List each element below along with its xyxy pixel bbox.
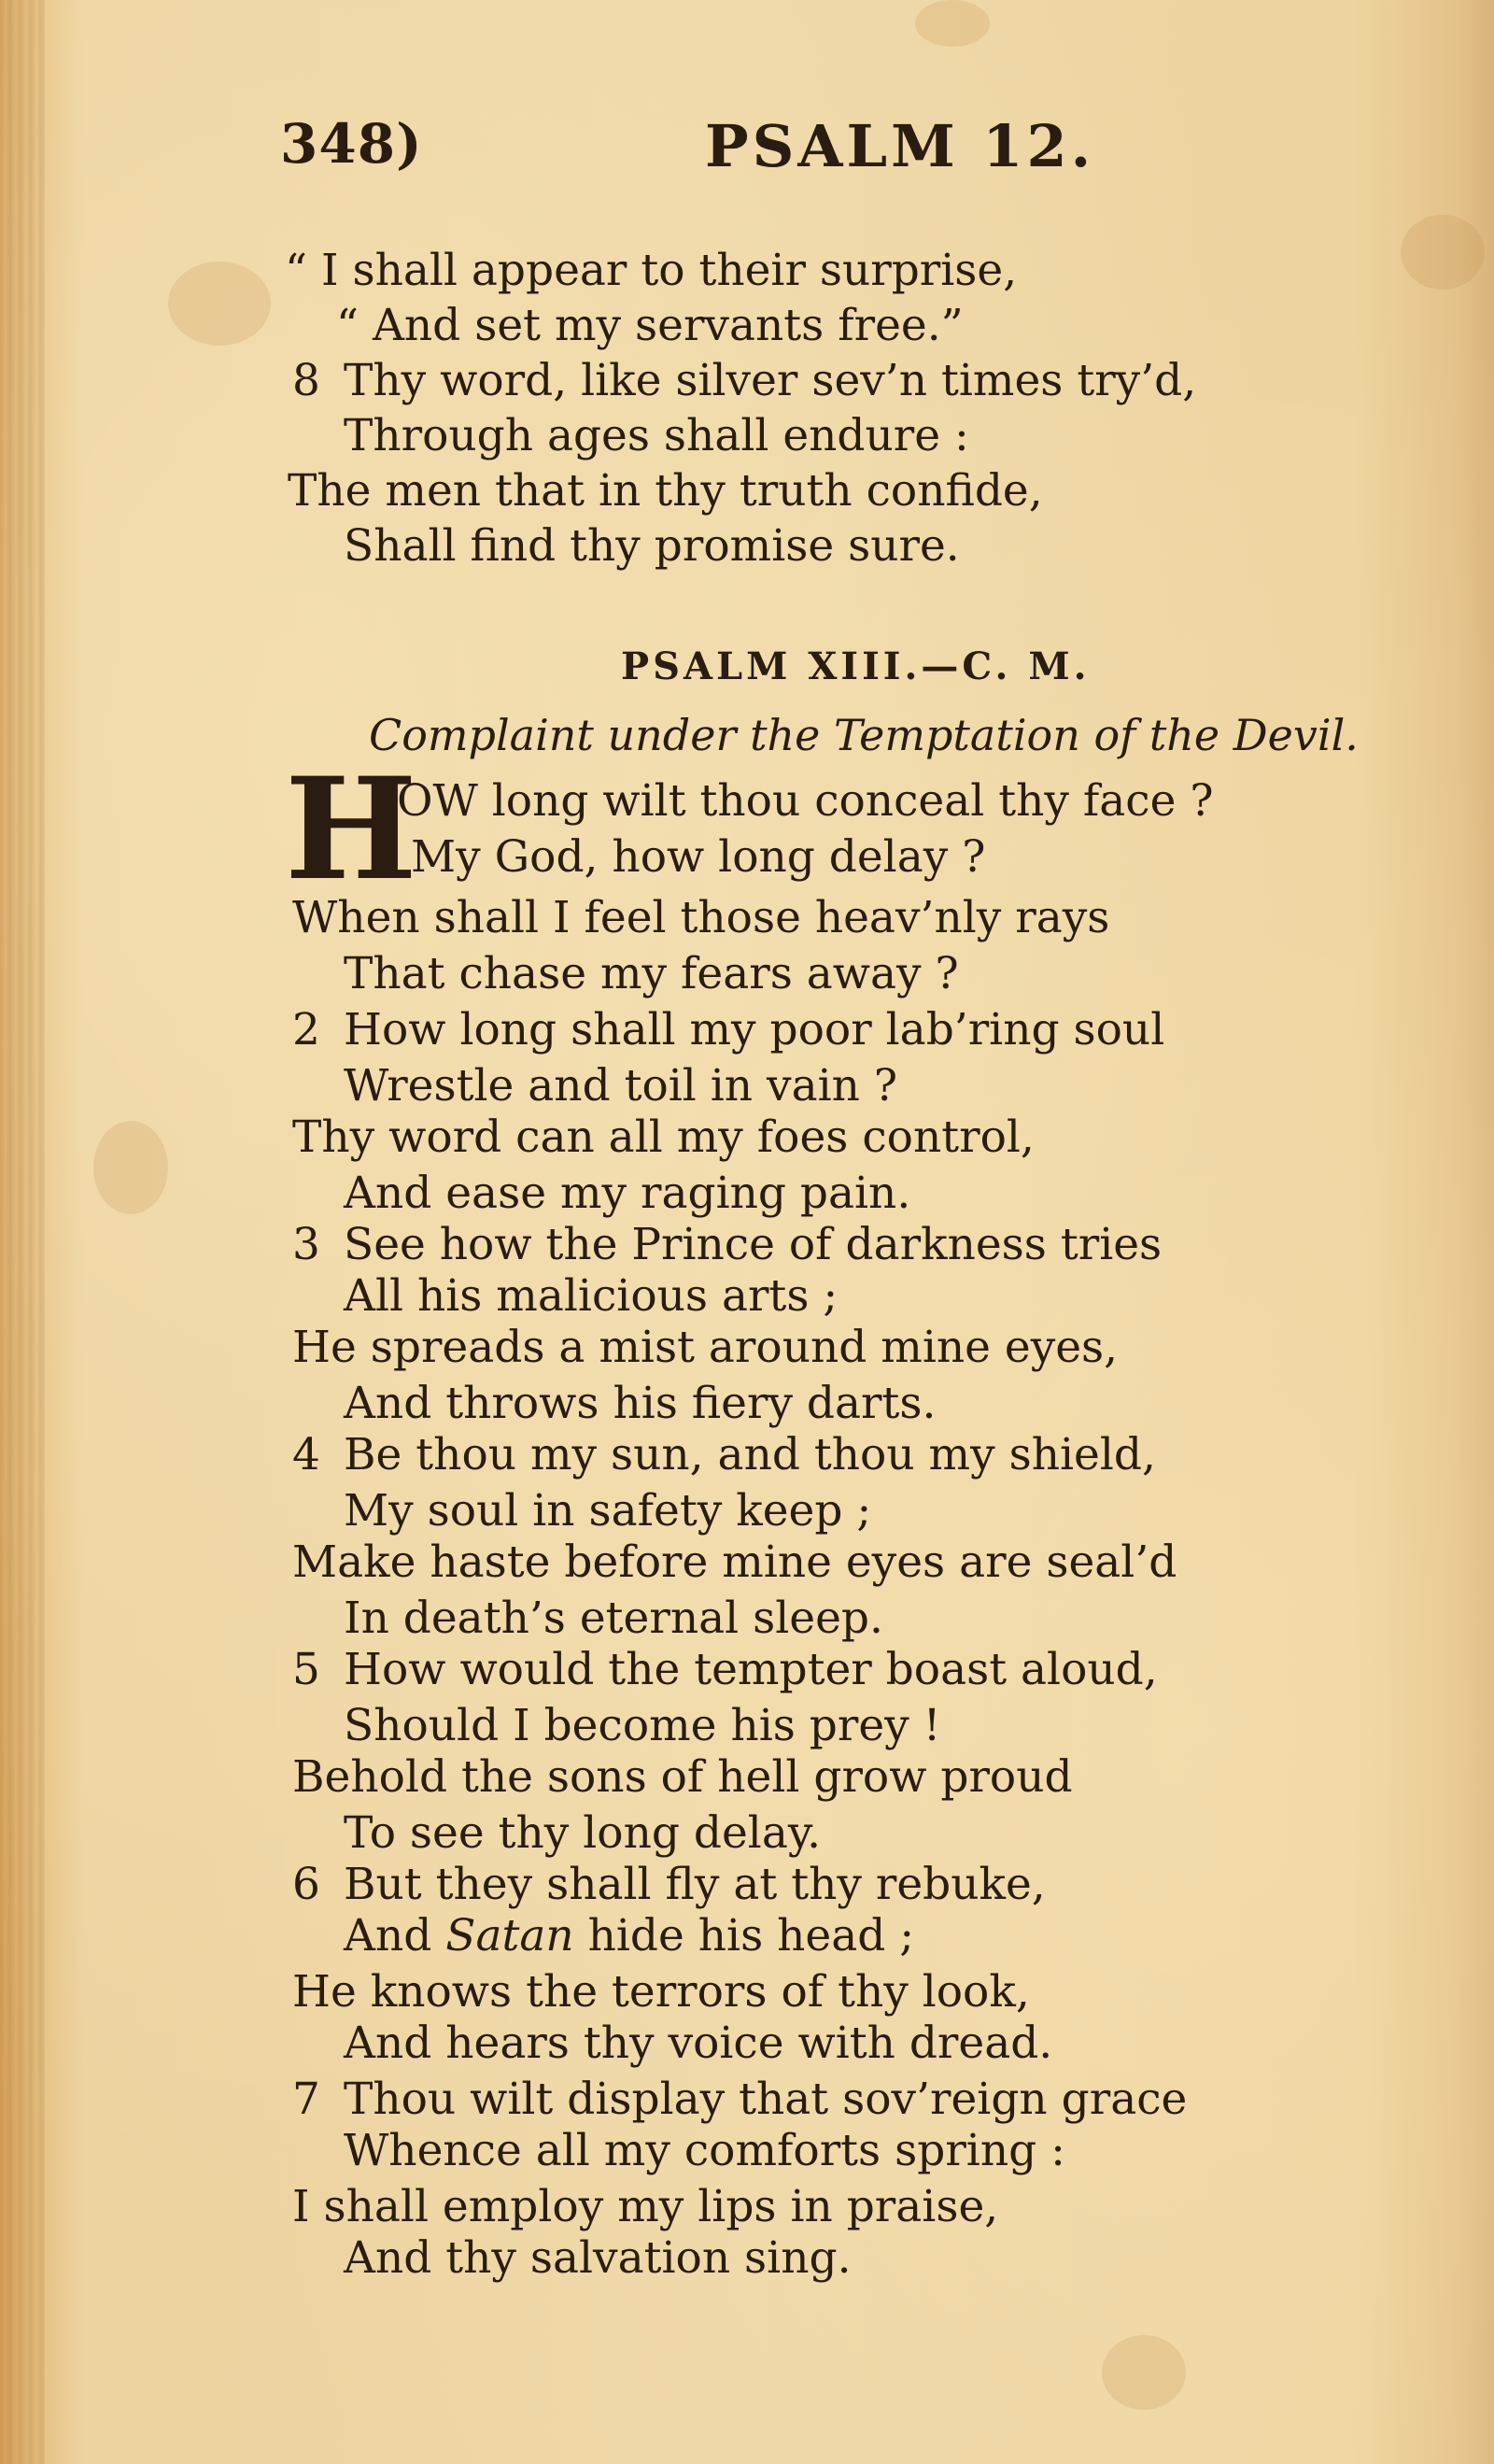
verse-number: 6 xyxy=(292,1859,320,1910)
page-number: 348) xyxy=(280,112,423,176)
verse-line: OW long wilt thou conceal thy face ? xyxy=(397,775,1214,827)
verse-line: All his malicious arts ; xyxy=(344,1270,839,1322)
verse-line: Shall find thy promise sure. xyxy=(344,520,960,572)
verse-line: Thy word, like silver sev’n times try’d, xyxy=(344,355,1197,406)
verse-number: 8 xyxy=(292,355,320,406)
verse-line: The men that in thy truth confide, xyxy=(288,465,1043,517)
running-head: PSALM 12. xyxy=(705,112,1095,180)
psalm-title: PSALM XIII.—C. M. xyxy=(621,644,1091,688)
verse-line: And throws his fiery darts. xyxy=(344,1378,937,1429)
verse-line: Thou wilt display that sov’reign grace xyxy=(344,2074,1188,2125)
psalm-subtitle: Complaint under the Temptation of the Devil. xyxy=(369,710,1359,760)
foxing-stain xyxy=(93,1121,168,1214)
verse-line: My soul in safety keep ; xyxy=(344,1485,872,1536)
verse-line: Whence all my comforts spring : xyxy=(344,2125,1065,2176)
verse-line: How would the tempter boast aloud, xyxy=(344,1644,1158,1695)
verse-line: He spreads a mist around mine eyes, xyxy=(292,1322,1119,1373)
page-header xyxy=(280,112,1120,187)
verse-line: And ease my raging pain. xyxy=(344,1168,911,1219)
foxing-stain xyxy=(915,0,990,47)
verse-line: Through ages shall endure : xyxy=(344,410,969,461)
verse-line: But they shall fly at thy rebuke, xyxy=(344,1859,1046,1910)
verse-line: Make haste before mine eyes are seal’d xyxy=(292,1536,1177,1588)
verse-line: Behold the sons of hell grow proud xyxy=(292,1751,1073,1803)
page-gutter xyxy=(0,0,45,2464)
verse-line: Wrestle and toil in vain ? xyxy=(344,1060,898,1112)
italic-name: Satan xyxy=(445,1910,574,1961)
verse-number: 3 xyxy=(292,1219,320,1270)
verse-line: He knows the terrors of thy look, xyxy=(292,1966,1030,2018)
verse-line: How long shall my poor lab’ring soul xyxy=(344,1004,1165,1055)
verse-number: 5 xyxy=(292,1644,320,1695)
verse-line: See how the Prince of darkness tries xyxy=(344,1219,1163,1270)
verse-line: “ And set my servants free.” xyxy=(336,300,964,351)
foxing-stain xyxy=(1102,2335,1186,2410)
verse-number: 4 xyxy=(292,1429,320,1480)
verse-word: hide his head ; xyxy=(587,1910,915,1961)
verse-line: And thy salvation sing. xyxy=(344,2232,852,2284)
verse-word: And xyxy=(344,1910,432,1961)
verse-line: When shall I feel those heav’nly rays xyxy=(292,892,1110,943)
verse-line xyxy=(344,1910,914,1962)
foxing-stain xyxy=(1401,215,1485,290)
verse-line: I shall employ my lips in praise, xyxy=(292,2181,999,2232)
verse-line: That chase my fears away ? xyxy=(344,948,959,999)
verse-line: “ I shall appear to their surprise, xyxy=(285,245,1018,296)
verse-line: Thy word can all my foes control, xyxy=(292,1112,1035,1163)
verse-line: To see thy long delay. xyxy=(344,1807,822,1859)
verse-number: 7 xyxy=(292,2074,320,2125)
verse-line: And hears thy voice with dread. xyxy=(344,2018,1053,2069)
verse-line: Should I become his prey ! xyxy=(344,1700,941,1751)
foxing-stain xyxy=(168,262,271,346)
verse-line: In death’s eternal sleep. xyxy=(344,1593,883,1644)
verse-number: 2 xyxy=(292,1004,320,1055)
verse-line: My God, how long delay ? xyxy=(411,831,986,883)
verse-line: Be thou my sun, and thou my shield, xyxy=(344,1429,1156,1480)
drop-cap: H xyxy=(285,747,417,912)
